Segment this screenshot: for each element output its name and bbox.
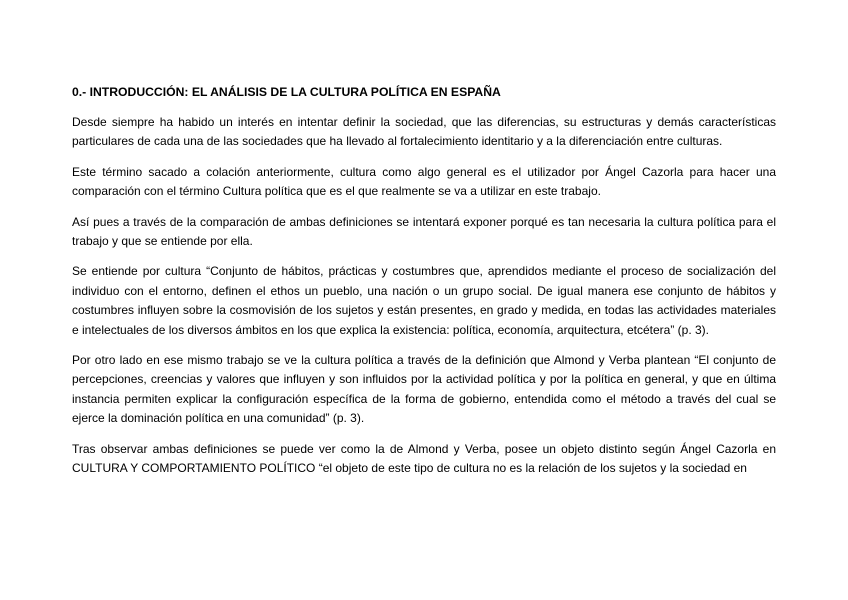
paragraph-1: Desde siempre ha habido un interés en intentar definir la sociedad, que las diferencias, su estructuras y demás características particulares de cada una de las sociedades que ha llevado al fortalecimiento identitario y a la diferenciación entre culturas.	[72, 115, 776, 149]
paragraph-3: Así pues a través de la comparación de ambas definiciones se intentará exponer porqué es tan necesaria la cultura política para el trabajo y que se entiende por ella.	[72, 214, 776, 249]
document-body	[72, 84, 776, 490]
paragraph-6: Tras observar ambas definiciones se puede ver como la de Almond y Verba, posee un objeto distinto según Ángel Cazorla en CULTURA Y COMPORTAMIENTO POLÍTICO “el objeto de este tipo de cultura no es la relación de los sujetos y la sociedad en	[72, 441, 776, 476]
paragraph-4: Se entiende por cultura “Conjunto de hábitos, prácticas y costumbres que, aprendidos mediante el proceso de socialización del individuo con el entorno, definen el ethos un pueblo, una nación o un grupo social. De igual manera ese conjunto de hábitos y costumbres influyen sobre la cosmovisión de los sujetos y están presentes, en grado y medida, en todas las actividades materiales e intelectuales de los diversos ámbitos en los que explica la existencia: política, economía, arquitectura, etcétera” (p. 3).	[72, 264, 776, 337]
paragraph-2: Este término sacado a colación anteriormente, cultura como algo general es el utilizador por Ángel Cazorla para hacer una comparación con el término Cultura política que es el que realmente se va a utilizar en este trabajo.	[72, 164, 776, 199]
paragraph-5: Por otro lado en ese mismo trabajo se ve la cultura política a través de la definición que Almond y Verba plantean “El conjunto de percepciones, creencias y valores que influyen y son influidos por la actividad política y por la política en general, y que en última instancia permiten explicar la configuración específica de la forma de gobierno, entendida como el método a través del cual se ejerce la dominación política en una comunidad” (p. 3).	[72, 353, 776, 426]
section-heading: 0.- INTRODUCCIÓN: EL ANÁLISIS DE LA CULTURA POLÍTICA EN ESPAÑA	[72, 85, 501, 99]
